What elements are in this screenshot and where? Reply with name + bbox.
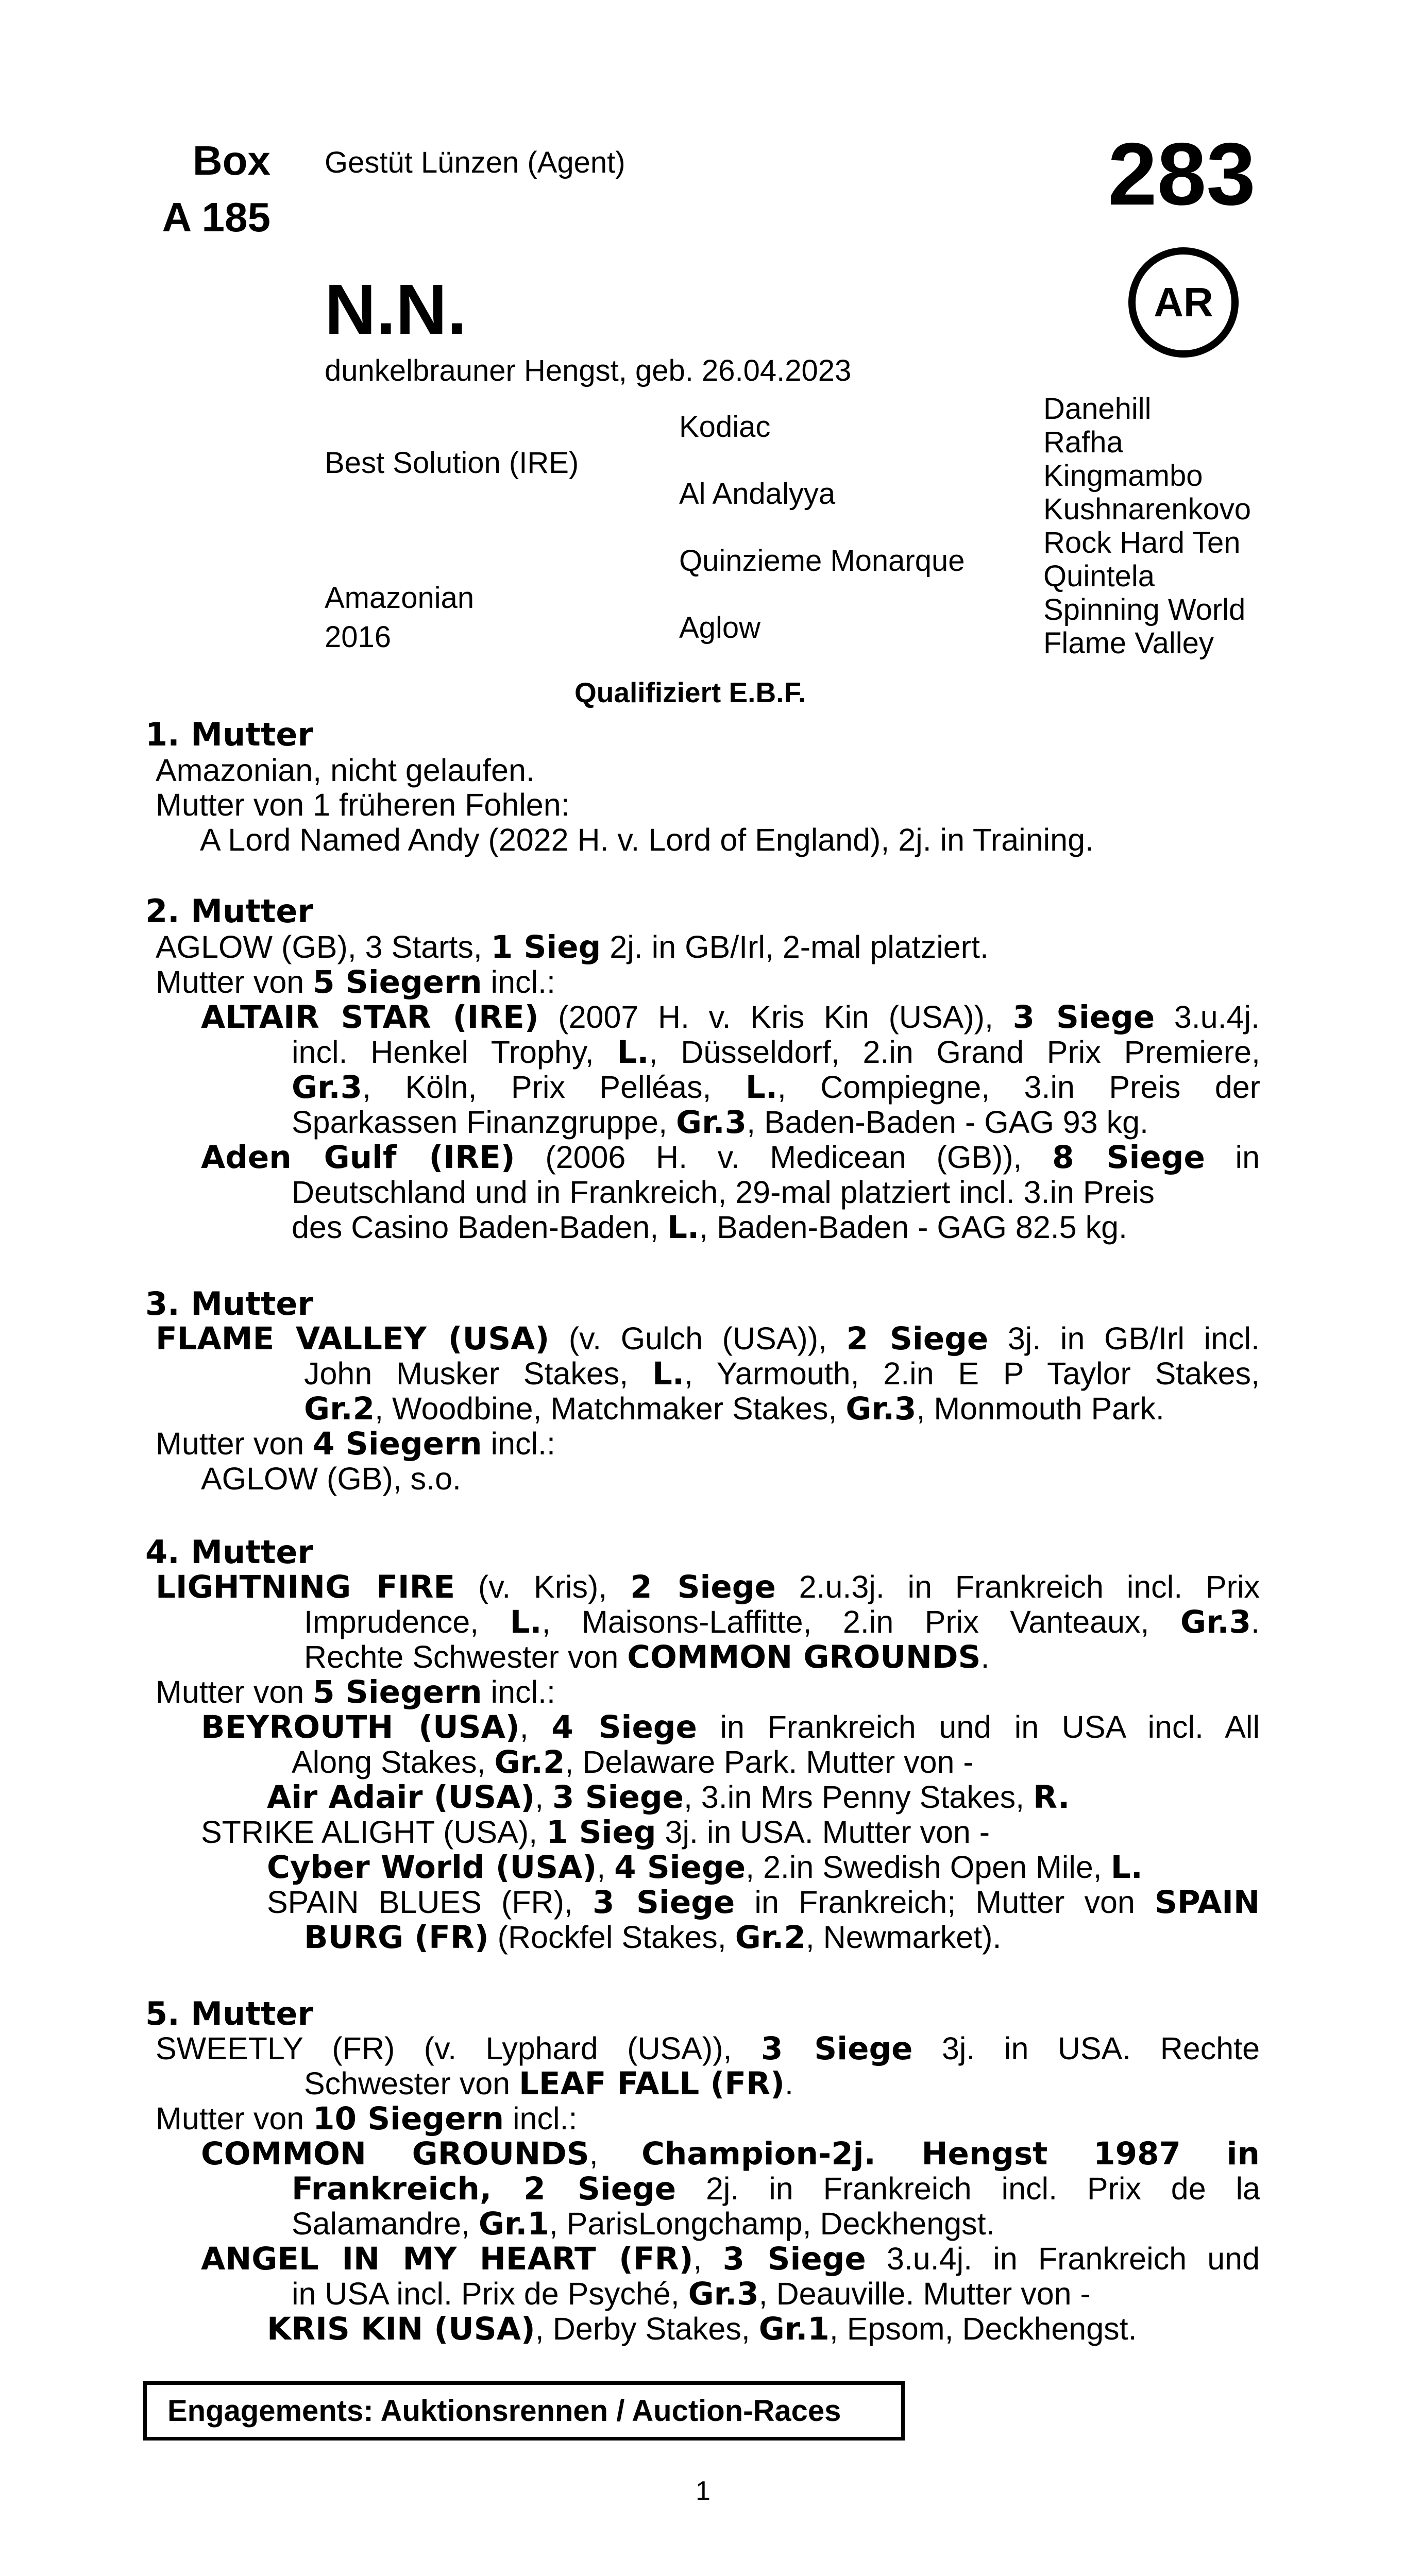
text-line: Schwester von LEAF FALL (FR). — [304, 2065, 793, 2102]
text-line: AGLOW (GB), 3 Starts, 1 Sieg 2j. in GB/Irl, 2-mal platziert. — [156, 929, 989, 965]
ar-badge-label: AR — [1154, 279, 1213, 325]
pedigree-gen2-item: Al Andalyya — [679, 477, 836, 511]
text-line: Aden Gulf (IRE) (2006 H. v. Medicean (GB)), 8 Siege in — [201, 1139, 1260, 1176]
text-line: Gr.3, Köln, Prix Pelléas, L., Compiegne, 3.in Preis der — [292, 1069, 1260, 1106]
pedigree-gen3-item: Quintela — [1043, 560, 1155, 593]
text-line: Mutter von 1 früheren Fohlen: — [156, 787, 570, 822]
text-line: des Casino Baden-Baden, L., Baden-Baden - GAG 82.5 kg. — [292, 1209, 1127, 1246]
text-line: Salamandre, Gr.1, ParisLongchamp, Deckhengst. — [292, 2206, 995, 2242]
engagements-label: Engagements: Auktionsrennen / Auction-Races — [167, 2394, 841, 2428]
text-line: incl. Henkel Trophy, L., Düsseldorf, 2.in Grand Prix Premiere, — [292, 1034, 1260, 1071]
text-line: LIGHTNING FIRE (v. Kris), 2 Siege 2.u.3j. in Frankreich incl. Prix — [156, 1569, 1260, 1605]
text-line: COMMON GROUNDS, Champion-2j. Hengst 1987 in — [201, 2136, 1260, 2172]
section-title: 3. Mutter — [145, 1285, 314, 1323]
text-line: Along Stakes, Gr.2, Delaware Park. Mutter von - — [292, 1744, 974, 1781]
engagements-box — [143, 2381, 905, 2441]
text-line: Gr.2, Woodbine, Matchmaker Stakes, Gr.3, Monmouth Park. — [304, 1391, 1164, 1427]
qualification: Qualifiziert E.B.F. — [574, 676, 806, 708]
text-line: STRIKE ALIGHT (USA), 1 Sieg 3j. in USA. Mutter von - — [201, 1814, 990, 1851]
pedigree-gen3-item: Rafha — [1043, 426, 1123, 459]
text-line: ANGEL IN MY HEART (FR), 3 Siege 3.u.4j. in Frankreich und — [201, 2241, 1260, 2277]
section-title: 2. Mutter — [145, 892, 314, 930]
box-label: Box — [192, 138, 270, 183]
text-line: BEYROUTH (USA), 4 Siege in Frankreich und in USA incl. All — [201, 1709, 1260, 1745]
horse-name: N.N. — [325, 270, 467, 349]
text-line: Mutter von 4 Siegern incl.: — [156, 1426, 555, 1462]
text-line: Cyber World (USA), 4 Siege, 2.in Swedish Open Mile, L. — [267, 1849, 1143, 1886]
text-line: SPAIN BLUES (FR), 3 Siege in Frankreich; Mutter von SPAIN — [267, 1884, 1260, 1921]
text-line: Mutter von 5 Siegern incl.: — [156, 964, 555, 1001]
pedigree-dam: Amazonian — [325, 581, 475, 615]
pedigree-gen3-item: Rock Hard Ten — [1043, 526, 1241, 560]
text-line: Imprudence, L., Maisons-Laffitte, 2.in Prix Vanteaux, Gr.3. — [304, 1604, 1260, 1640]
text-line: FLAME VALLEY (USA) (v. Gulch (USA)), 2 Siege 3j. in GB/Irl incl. — [156, 1320, 1260, 1357]
agent-name: Gestüt Lünzen (Agent) — [325, 146, 625, 179]
pedigree-gen2-item: Kodiac — [679, 410, 771, 444]
section-title: 5. Mutter — [145, 1995, 314, 2032]
text-line: AGLOW (GB), s.o. — [201, 1461, 462, 1496]
pedigree-gen3-item: Flame Valley — [1043, 626, 1214, 660]
page-number: 1 — [696, 2476, 711, 2506]
text-line: Sparkassen Finanzgruppe, Gr.3, Baden-Baden - GAG 93 kg. — [292, 1104, 1148, 1141]
text-line: John Musker Stakes, L., Yarmouth, 2.in E P Taylor Stakes, — [304, 1355, 1260, 1392]
pedigree-gen2-item: Aglow — [679, 611, 760, 645]
text-line: Rechte Schwester von COMMON GROUNDS. — [304, 1639, 990, 1675]
section-title: 1. Mutter — [145, 716, 314, 753]
horse-description: dunkelbrauner Hengst, geb. 26.04.2023 — [325, 354, 852, 387]
text-line: SWEETLY (FR) (v. Lyphard (USA)), 3 Siege 3j. in USA. Rechte — [156, 2030, 1260, 2067]
pedigree-sire: Best Solution (IRE) — [325, 446, 579, 480]
pedigree-dam-year: 2016 — [325, 620, 392, 654]
text-line: KRIS KIN (USA), Derby Stakes, Gr.1, Epsom, Deckhengst. — [267, 2311, 1137, 2347]
text-line: Deutschland und in Frankreich, 29-mal platziert incl. 3.in Preis — [292, 1175, 1155, 1210]
pedigree-gen3-item: Kingmambo — [1043, 459, 1203, 493]
text-line: Air Adair (USA), 3 Siege, 3.in Mrs Penny Stakes, R. — [267, 1779, 1070, 1816]
text-line: in USA incl. Prix de Psyché, Gr.3, Deauville. Mutter von - — [292, 2276, 1091, 2312]
pedigree-gen2-item: Quinzieme Monarque — [679, 544, 965, 578]
text-line: Mutter von 10 Siegern incl.: — [156, 2100, 578, 2137]
pedigree-gen3-item: Kushnarenkovo — [1043, 493, 1251, 526]
text-line: Mutter von 5 Siegern incl.: — [156, 1674, 555, 1710]
text-line: BURG (FR) (Rockfel Stakes, Gr.2, Newmarket). — [304, 1919, 1002, 1956]
pedigree-gen3-item: Spinning World — [1043, 593, 1246, 626]
pedigree-gen3-item: Danehill — [1043, 392, 1152, 426]
box-number: A 185 — [162, 194, 270, 240]
text-line: ALTAIR STAR (IRE) (2007 H. v. Kris Kin (USA)), 3 Siege 3.u.4j. — [201, 999, 1260, 1036]
text-line: Frankreich, 2 Siege 2j. in Frankreich incl. Prix de la — [292, 2171, 1260, 2207]
text-line: A Lord Named Andy (2022 H. v. Lord of England), 2j. in Training. — [200, 822, 1094, 857]
ar-badge — [1128, 247, 1239, 358]
text-line: Amazonian, nicht gelaufen. — [156, 753, 535, 788]
section-title: 4. Mutter — [145, 1533, 314, 1571]
lot-number: 283 — [1108, 125, 1256, 224]
